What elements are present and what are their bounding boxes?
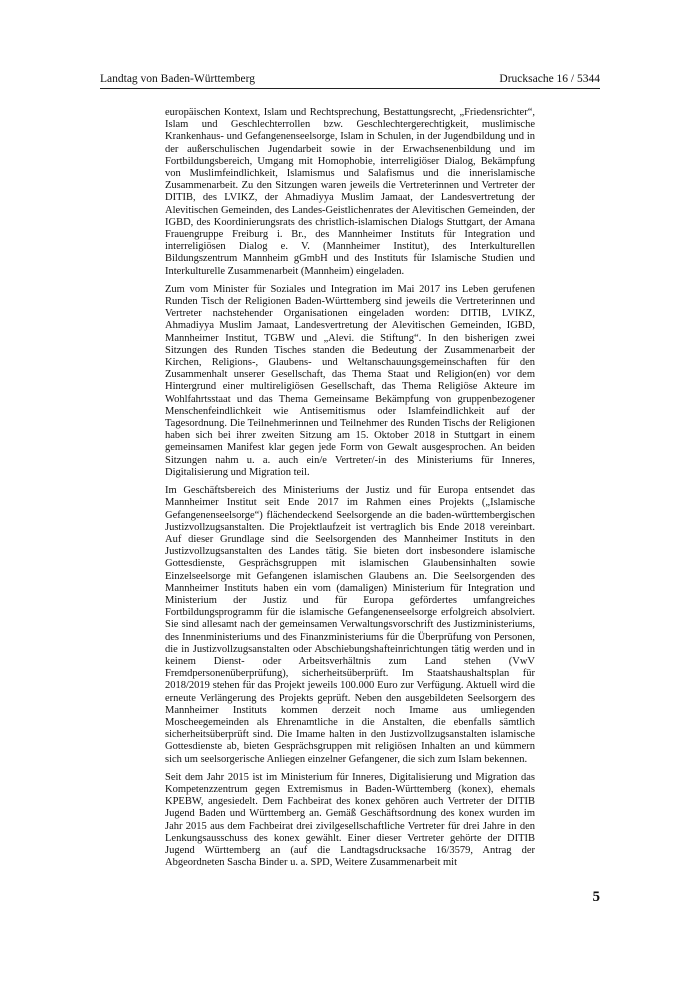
paragraph-context: europäischen Kontext, Islam und Rechtsprechung, Bestattungsrecht, „Friedensrichter“, Islam und Geschlechterrollen bzw. Geschlechtergerechtigkeit, muslimische Krankenhaus- und Gefangenenseelsorge, Islam in Schulen, in der Jugendbildung und in der außerschulischen Jugendarbeit sowie in der Erwachsenenbildung und im Fortbildungsbereich, Umgang mit Homophobie, interreligiöser Dialog, Bekämpfung von Muslimfeindlichkeit, Islamismus und Salafismus und die innerislamische Zusammenarbeit. Zu den Sitzungen waren jeweils die Vertreterinnen und Vertreter der DITIB, des LVIKZ, der Ahmadiyya Muslim Jamaat, der Landesvertretung der Alevitischen Gemeinden, des Landes-Geistlichenrates der Alevitischen Gemeinden, der IGBD, des Koordinierungsrats des christlich-islamischen Dialogs Stuttgart, der Amana Frauengruppe Freiburg i. Br., des Mannheimer Instituts für Integration und interreligiösen Dialog e. V. (Mannheimer Institut), des Interkulturellen Bildungszentrum Mannheim gGmbH und des Instituts für Islamische Studien und Interkulturelle Zusammenarbeit (Mannheim) eingeladen.	[165, 107, 535, 277]
header-document-number: Drucksache 16 / 5344	[499, 73, 600, 85]
header-rule	[100, 88, 600, 89]
running-header	[100, 72, 600, 88]
body-text	[165, 107, 535, 875]
paragraph-round-table: Zum vom Minister für Soziales und Integration im Mai 2017 ins Leben gerufenen Runden Tisch der Religionen Baden-Württemberg sind jeweils die Vertreterinnen und Vertreter nachstehender Organisationen eingeladen worden: DITIB, LVIKZ, Ahmadiyya Muslim Jamaat, Landesvertretung der Alevitischen Gemeinden, IGBD, Mannheimer Institut, TGBW und „Alevi. die Stiftung“. In den bisherigen zwei Sitzungen des Runden Tisches standen die Bedeutung der Zusammenarbeit der Kirchen, Religions-, Glaubens- und Weltanschauungsgemeinschaften für den Zusammenhalt unserer Gesellschaft, das Thema Staat und Religion(en) vor dem Hintergrund einer multireligiösen Gesellschaft, das Thema Religiöse Akteure im Wohlfahrtsstaat und das Thema Gemeinsame Bekämpfung von gruppenbezogener Menschenfeindlichkeit wie Antisemitismus oder Islamfeindlichkeit auf der Tagesordnung. Die Teilnehmerinnen und Teilnehmer des Runden Tischs der Religionen haben sich bei ihrer zweiten Sitzung am 15. Oktober 2018 in Stuttgart in einem gemeinsamen Manifest klar gegen jede Form von Gewalt ausgesprochen. An beiden Sitzungen nahm u. a. auch ein/e Vertreter/-in des Ministeriums für Inneres, Digitalisierung und Migration teil.	[165, 283, 535, 478]
paragraph-prison-chaplaincy: Im Geschäftsbereich des Ministeriums der Justiz und für Europa entsendet das Mannheimer Institut seit Ende 2017 im Rahmen eines Projekts („Islamische Gefangenenseelsorge“) flächendeckend Seelsorgende an die baden-württembergischen Justizvollzugsanstalten. Die Projektlaufzeit ist vertraglich bis Ende 2018 vereinbart. Auf dieser Grundlage sind die Seelsorgenden des Mannheimer Instituts in den Justizvollzugsanstalten des Landes tätig. Sie bieten dort insbesondere islamische Gottesdienste, Gesprächsgruppen mit islamischen Glaubensinhalten sowie Einzelseelsorge mit Gefangenen islamischen Glaubens an. Die Seelsorgenden des Mannheimer Instituts haben ein vom (damaligen) Ministerium für Integration und Ministerium der Justiz und für Europa gefördertes umfangreiches Fortbildungsprogramm für die islamische Gefangenenseelsorge erfolgreich absolviert. Sie sind allesamt nach der gemeinsamen Verwaltungsvorschrift des Justizministeriums, des Innenministeriums und des Finanzministeriums für die Überprüfung von Personen, die in Justizvollzugsanstalten oder Abschiebungshafteinrichtungen tätig werden und in keinem Dienst- oder Arbeitsverhältnis zum Land stehen (VwV Fremdpersonenüberprüfung), sicherheitsüberprüft. Im Staatshaushaltsplan für 2018/2019 stehen für das Projekt jeweils 100.000 Euro zur Verfügung. Aktuell wird die erneute Verlängerung des Projekts geprüft. Neben den ausgebildeten Seelsorgern des Mannheimer Instituts kommen derzeit noch Imame aus umliegenden Moscheegemeinden als Ehrenamtliche in die Anstalten, die ebenfalls sämtlich sicherheitsüberprüft sind. Die Imame halten in den Justizvollzugsanstalten islamische Gottesdienste ab, bieten Gesprächsgruppen mit religiösen Inhalten an und kümmern sich um seelsorgerische Anliegen einzelner Gefangener, die sich zum Islam bekennen.	[165, 485, 535, 765]
page-number: 5	[592, 889, 600, 905]
header-parliament-name: Landtag von Baden-Württemberg	[100, 73, 255, 85]
paragraph-konex: Seit dem Jahr 2015 ist im Ministerium für Inneres, Digitalisierung und Migration das Kompetenzzentrum gegen Extremismus in Baden-Württemberg (konex), ehemals KPEBW, angesiedelt. Dem Fachbeirat des konex gehören auch Vertreter der DITIB Jugend Baden und Württemberg an. Gemäß Geschäftsordnung des konex wurden im Jahr 2015 aus dem Fachbeirat drei zivilgesellschaftliche Vertreter für drei Jahre in den Lenkungsausschuss des konex gewählt. Einer dieser Vertreter gehörte der DITIB Jugend Württemberg an (auf die Landtagsdrucksache 16/3579, Antrag der Abgeordneten Sascha Binder u. a. SPD, Weitere Zusammenarbeit mit	[165, 771, 535, 869]
